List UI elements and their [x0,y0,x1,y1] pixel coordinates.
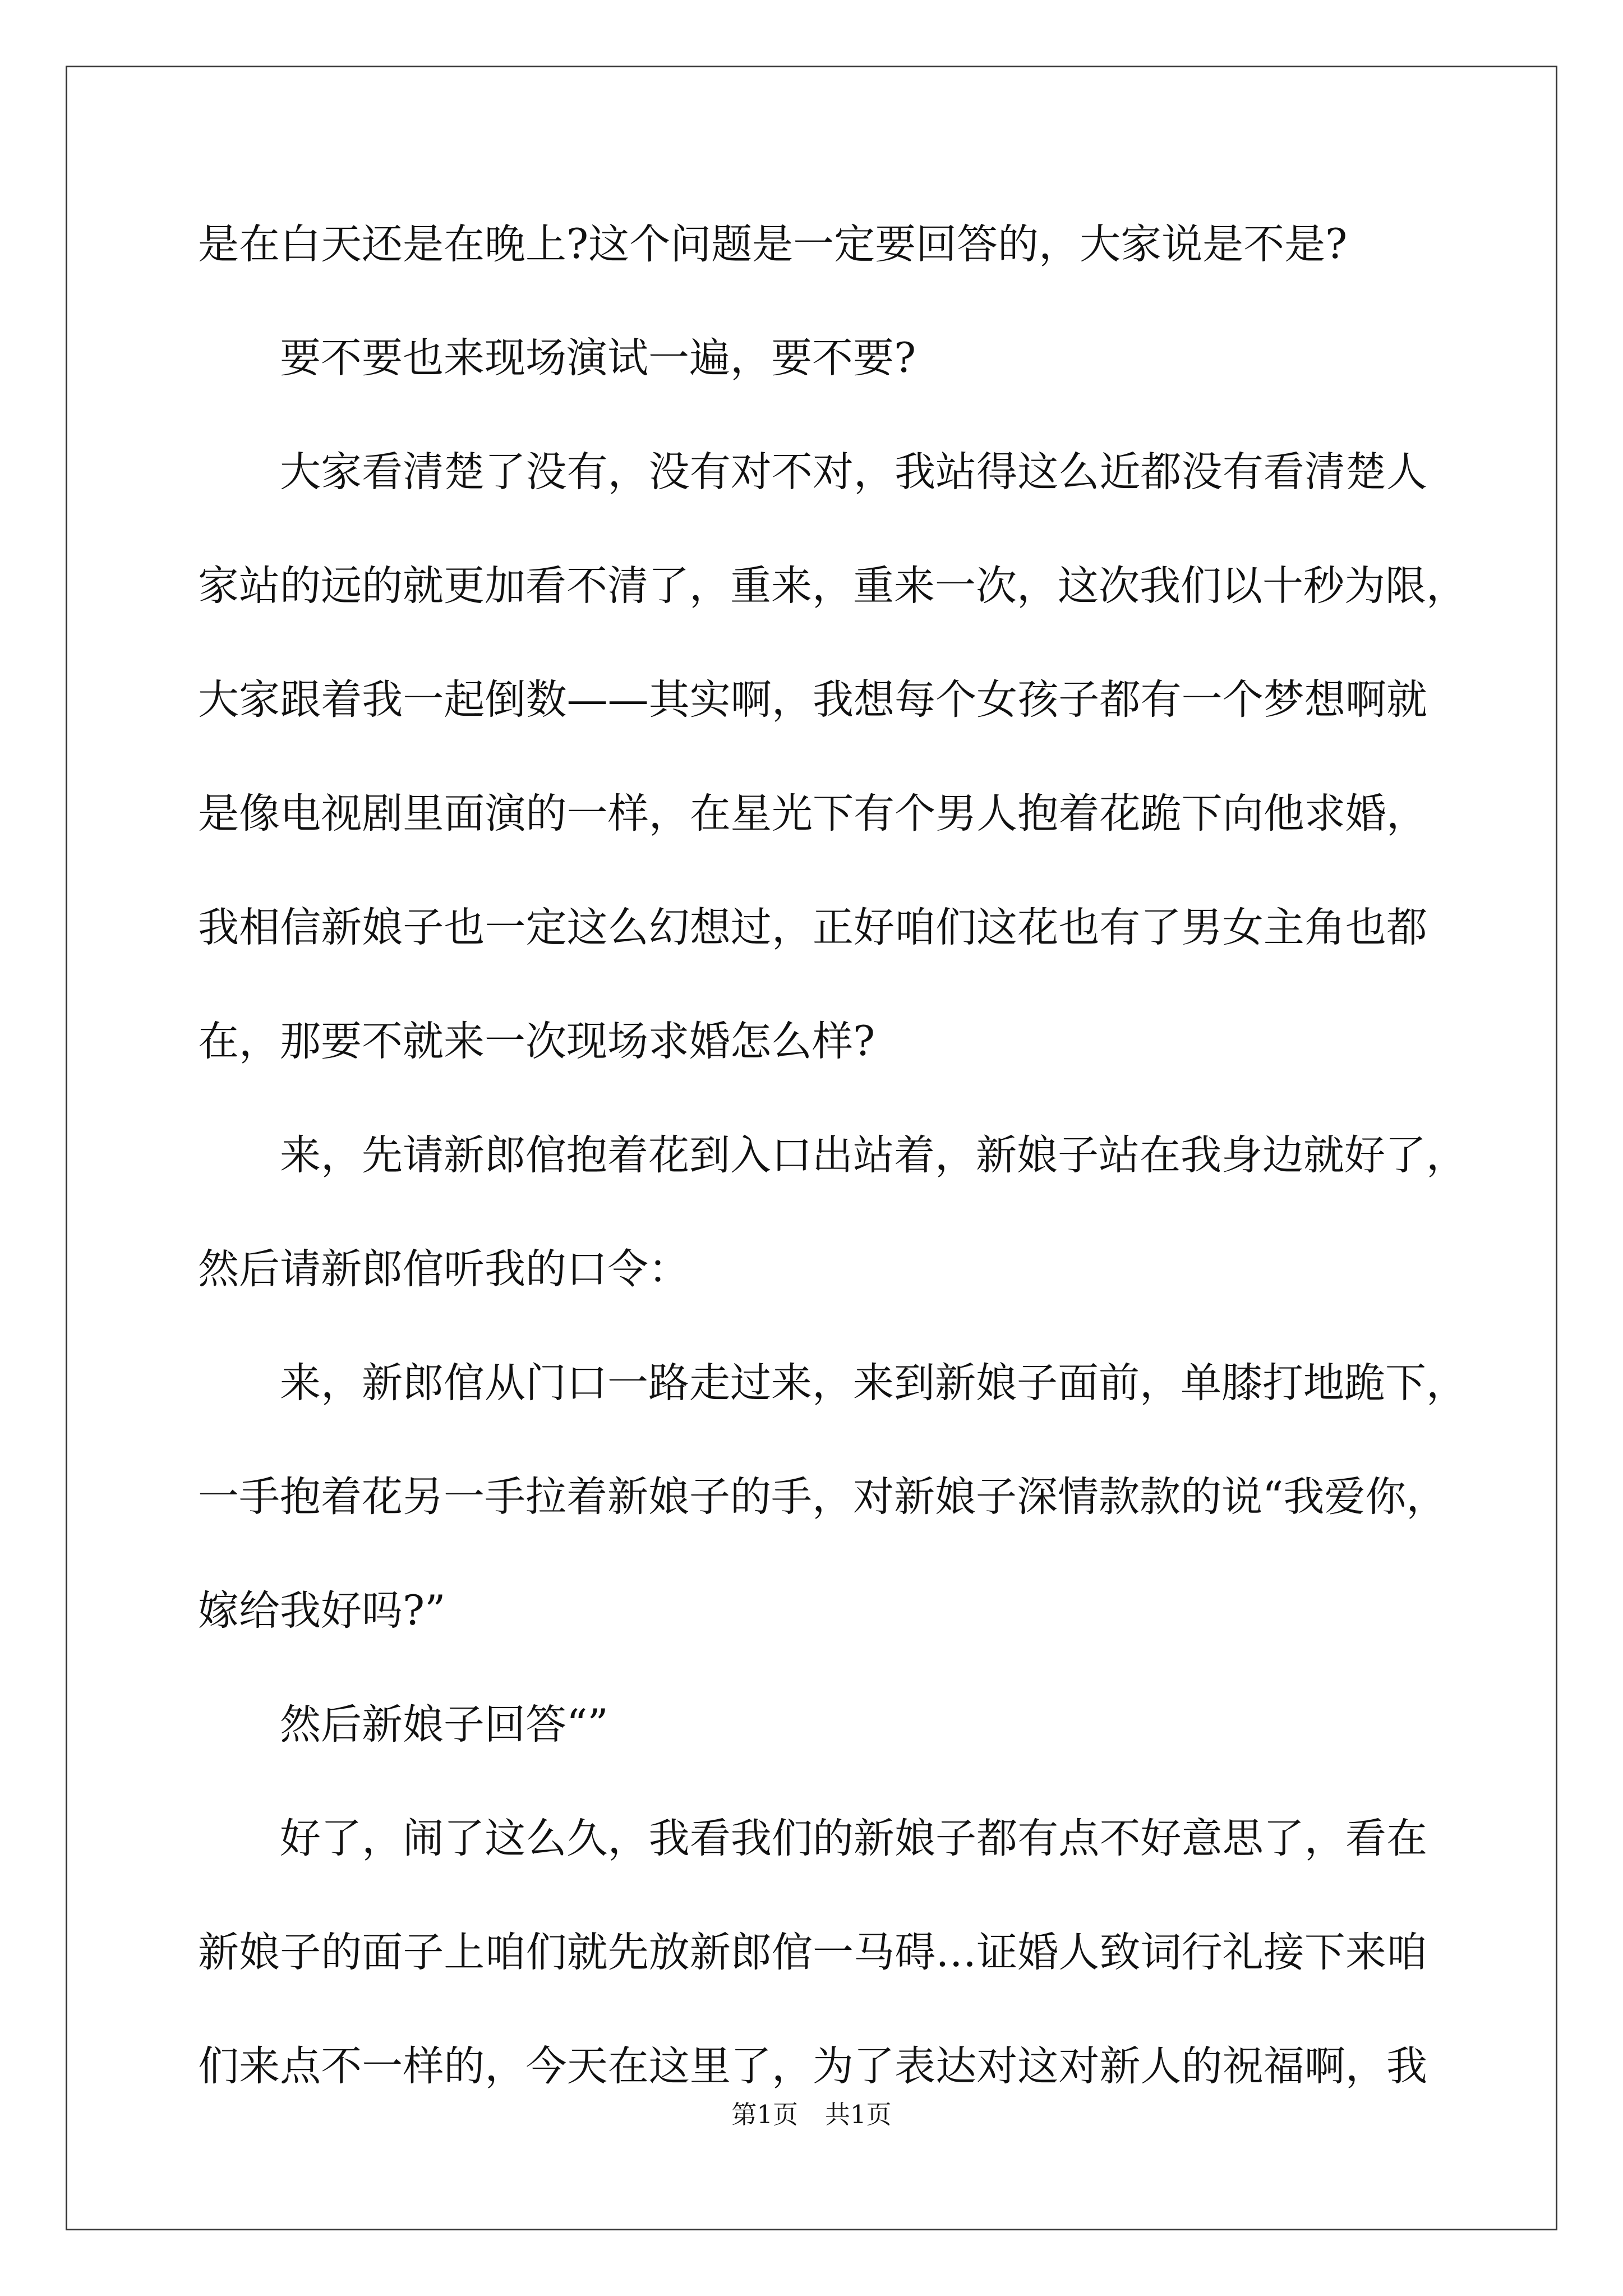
text-line: 一手抱着花另一手拉着新娘子的手，对新娘子深情款款的说“我爱你， [198,1473,1447,1521]
text-line: 来，新郎倌从门口一路走过来，来到新娘子面前，单膝打地跪下， [280,1359,1467,1407]
document-body [198,209,1467,2145]
text-line: 来，先请新郎倌抱着花到入口出站着，新娘子站在我身边就好了， [280,1131,1467,1179]
text-line: 然后请新郎倌听我的口令： [198,1245,689,1293]
text-line: 是在白天还是在晚上?这个问题是一定要回答的，大家说是不是? [198,220,1348,268]
text-line: 大家跟着我一起倒数——其实啊，我想每个女孩子都有一个梦想啊就 [198,676,1427,724]
text-line: 新娘子的面子上咱们就先放新郎倌一马碍…证婚人致词行礼接下来咱 [198,1929,1427,1976]
page-number: 第1页 [731,2100,798,2129]
text-line: 大家看清楚了没有，没有对不对，我站得这么近都没有看清楚人 [280,448,1427,496]
page-total: 共1页 [825,2100,892,2129]
text-line: 是像电视剧里面演的一样，在星光下有个男人抱着花跪下向他求婚， [198,790,1427,838]
text-line: 要不要也来现场演试一遍，要不要? [280,334,916,382]
text-line: 们来点不一样的，今天在这里了，为了表达对这对新人的祝福啊，我 [198,2042,1427,2090]
text-line: 家站的远的就更加看不清了，重来，重来一次，这次我们以十秒为限， [198,562,1467,610]
text-line: 好了，闹了这么久，我看我们的新娘子都有点不好意思了，看在 [280,1815,1427,1862]
page-footer [0,2095,1623,2134]
text-line: 嫁给我好吗?” [198,1587,446,1635]
text-line: 然后新娘子回答“” [280,1701,608,1749]
text-line: 我相信新娘子也一定这么幻想过，正好咱们这花也有了男女主角也都 [198,904,1427,951]
text-line: 在，那要不就来一次现场求婚怎么样? [198,1018,875,1065]
